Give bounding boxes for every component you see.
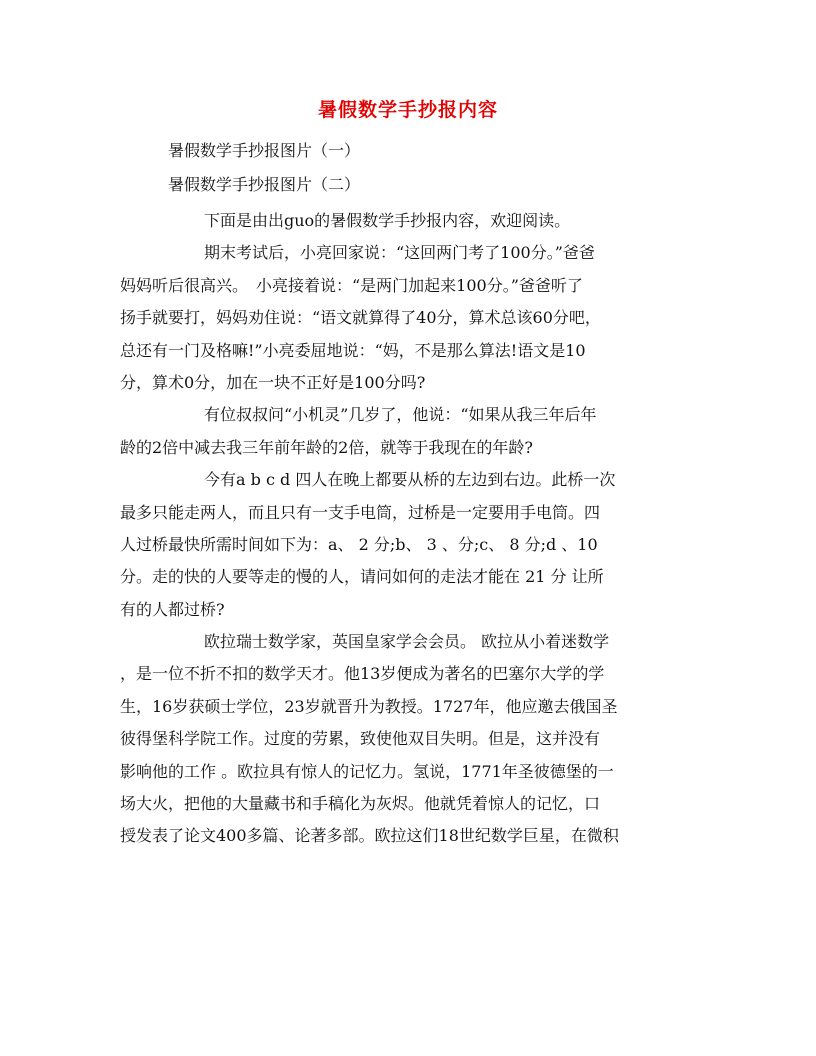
joke-paragraph-line: 扬手就要打，妈妈劝住说：“语文就算得了40分，算术总该60分吧， bbox=[120, 308, 601, 328]
age-riddle-line: 龄的2倍中减去我三年前年龄的2倍，就等于我现在的年龄? bbox=[120, 437, 533, 457]
document-body bbox=[120, 205, 692, 853]
bridge-puzzle-line: 人过桥最快所需时间如下为：a、 2 分;b、 3 、分;c、 8 分;d 、10 bbox=[120, 534, 598, 554]
euler-paragraph-line: 授发表了论文400多篇、论著多部。欧拉这们18世纪数学巨星，在微积 bbox=[120, 826, 619, 846]
euler-paragraph-line: 场大火，把他的大量藏书和手稿化为灰烬。他就凭着惊人的记忆，口 bbox=[120, 794, 601, 814]
euler-paragraph-line: 生，16岁获硕士学位，23岁就晋升为教授。1727年，他应邀去俄国圣 bbox=[120, 696, 618, 716]
joke-paragraph-line: 总还有一门及格嘛!”小亮委屈地说：“妈，不是那么算法!语文是10 bbox=[120, 340, 586, 360]
bridge-puzzle-line: 最多只能走两人，而且只有一支手电筒，过桥是一定要用手电筒。四 bbox=[120, 502, 601, 522]
euler-paragraph-line: ，是一位不折不扣的数学天才。他13岁便成为著名的巴塞尔大学的学 bbox=[120, 664, 605, 684]
intro-line: 下面是由出guo的暑假数学手抄报内容，欢迎阅读。 bbox=[204, 211, 571, 230]
bridge-puzzle-line: 分。走的快的人要等走的慢的人，请问如何的走法才能在 21 分 让所 bbox=[120, 567, 604, 587]
subtitle-picture-two: 暑假数学手抄报图片（二） bbox=[168, 175, 361, 194]
joke-paragraph-line: 妈妈听后很高兴。 小亮接着说：“是两门加起来100分。”爸爸听了 bbox=[120, 275, 583, 295]
bridge-puzzle-line: 有的人都过桥? bbox=[120, 599, 225, 619]
subtitle-picture-one: 暑假数学手抄报图片（一） bbox=[168, 141, 361, 160]
euler-paragraph-line: 彼得堡科学院工作。过度的劳累，致使他双目失明。但是，这并没有 bbox=[120, 729, 601, 749]
euler-paragraph-line: 影响他的工作 。欧拉具有惊人的记忆力。氢说，1771年圣彼德堡的一 bbox=[120, 761, 614, 781]
document-title: 暑假数学手抄报内容 bbox=[317, 99, 498, 121]
bridge-puzzle-line: 今有a b c d 四人在晚上都要从桥的左边到右边。此桥一次 bbox=[204, 470, 616, 490]
joke-paragraph-line: 分，算术0分，加在一块不正好是100分吗? bbox=[120, 372, 426, 392]
joke-paragraph-line: 期末考试后，小亮回家说：“这回两门考了100分。”爸爸 bbox=[204, 243, 595, 263]
euler-paragraph-line: 欧拉瑞士数学家，英国皇家学会会员。 欧拉从小着迷数学 bbox=[204, 632, 610, 652]
age-riddle-line: 有位叔叔问“小机灵”几岁了，他说：“如果从我三年后年 bbox=[204, 405, 597, 425]
